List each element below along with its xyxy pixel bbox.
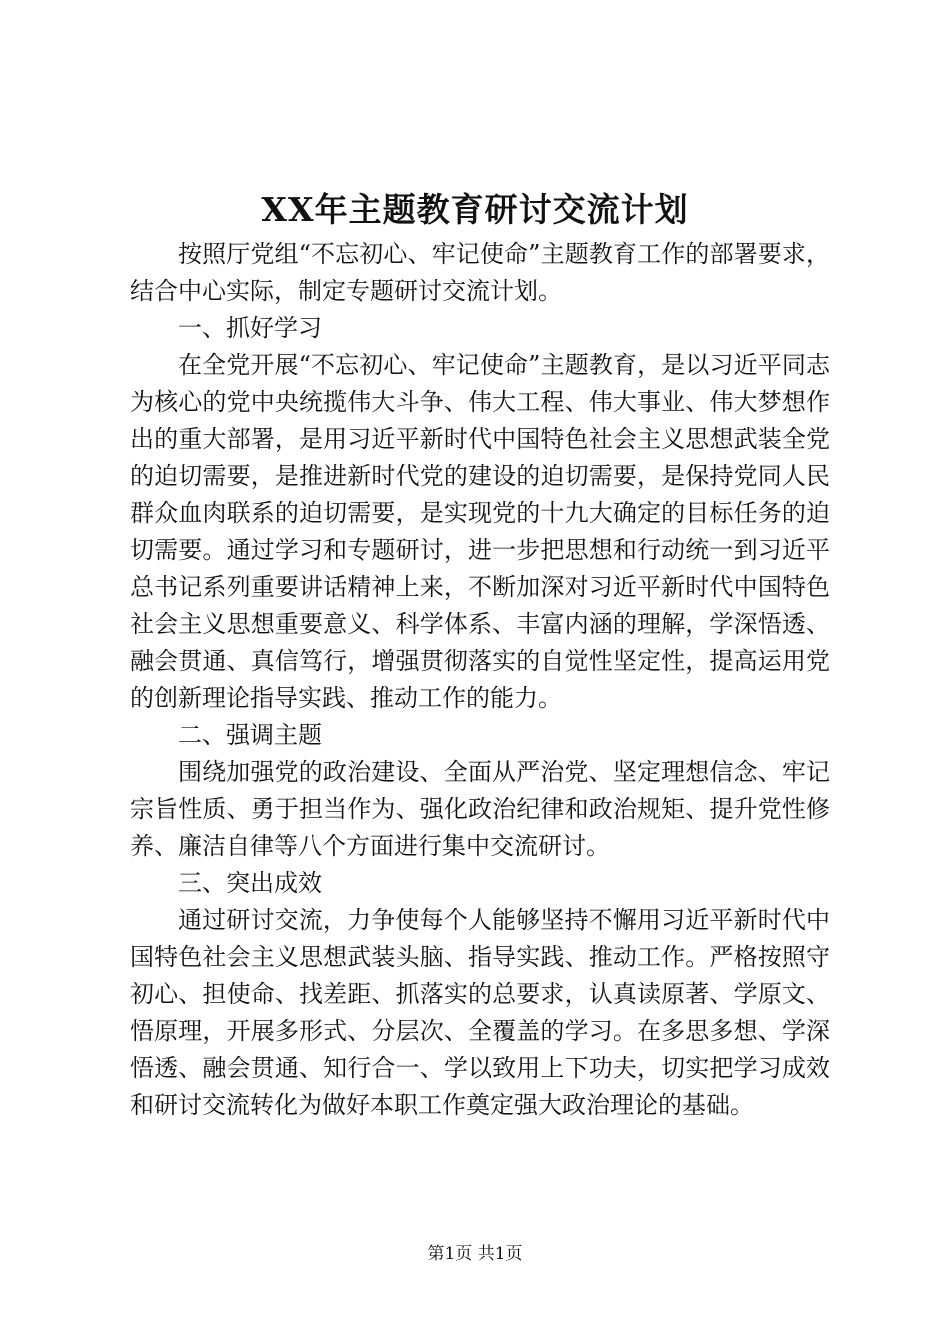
intro-paragraph: 按照厅党组“不忘初心、牢记使命”主题教育工作的部署要求，结合中心实际，制定专题研讨交流计划。	[130, 240, 830, 305]
section-heading-1: 一、抓好学习	[178, 314, 322, 342]
section-paragraph-3: 通过研讨交流，力争使每个人能够坚持不懈用习近平新时代中国特色社会主义思想武装头脑、指导实践、推动工作。严格按照守初心、担使命、找差距、抓落实的总要求，认真读原著、学原文、悟原理，开展多形式、分层次、全覆盖的学习。在多思多想、学深悟透、融会贯通、知行合一、学以致用上下功夫，切实把学习成效和研讨交流转化为做好本职工作奠定强大政治理论的基础。	[130, 906, 830, 1119]
document-title: XX年主题教育研讨交流计划	[261, 190, 689, 229]
document-body	[130, 236, 830, 1124]
section-paragraph-1: 在全党开展“不忘初心、牢记使命”主题教育，是以习近平同志为核心的党中央统揽伟大斗争、伟大工程、伟大事业、伟大梦想作出的重大部署，是用习近平新时代中国特色社会主义思想武装全党的迫切需要，是推进新时代党的建设的迫切需要，是保持党同人民群众血肉联系的迫切需要，是实现党的十九大确定的目标任务的迫切需要。通过学习和专题研讨，进一步把思想和行动统一到习近平总书记系列重要讲话精神上来，不断加深对习近平新时代中国特色社会主义思想重要意义、科学体系、丰富内涵的理解，学深悟透、融会贯通、真信笃行，增强贯彻落实的自觉性坚定性，提高运用党的创新理论指导实践、推动工作的能力。	[130, 351, 830, 712]
page-footer: 第1页 共1页	[427, 1244, 523, 1264]
section-heading-3: 三、突出成效	[178, 869, 322, 897]
section-paragraph-2: 围绕加强党的政治建设、全面从严治党、坚定理想信念、牢记宗旨性质、勇于担当作为、强化政治纪律和政治规矩、提升党性修养、廉洁自律等八个方面进行集中交流研讨。	[130, 758, 830, 860]
section-heading-2: 二、强调主题	[178, 721, 322, 749]
